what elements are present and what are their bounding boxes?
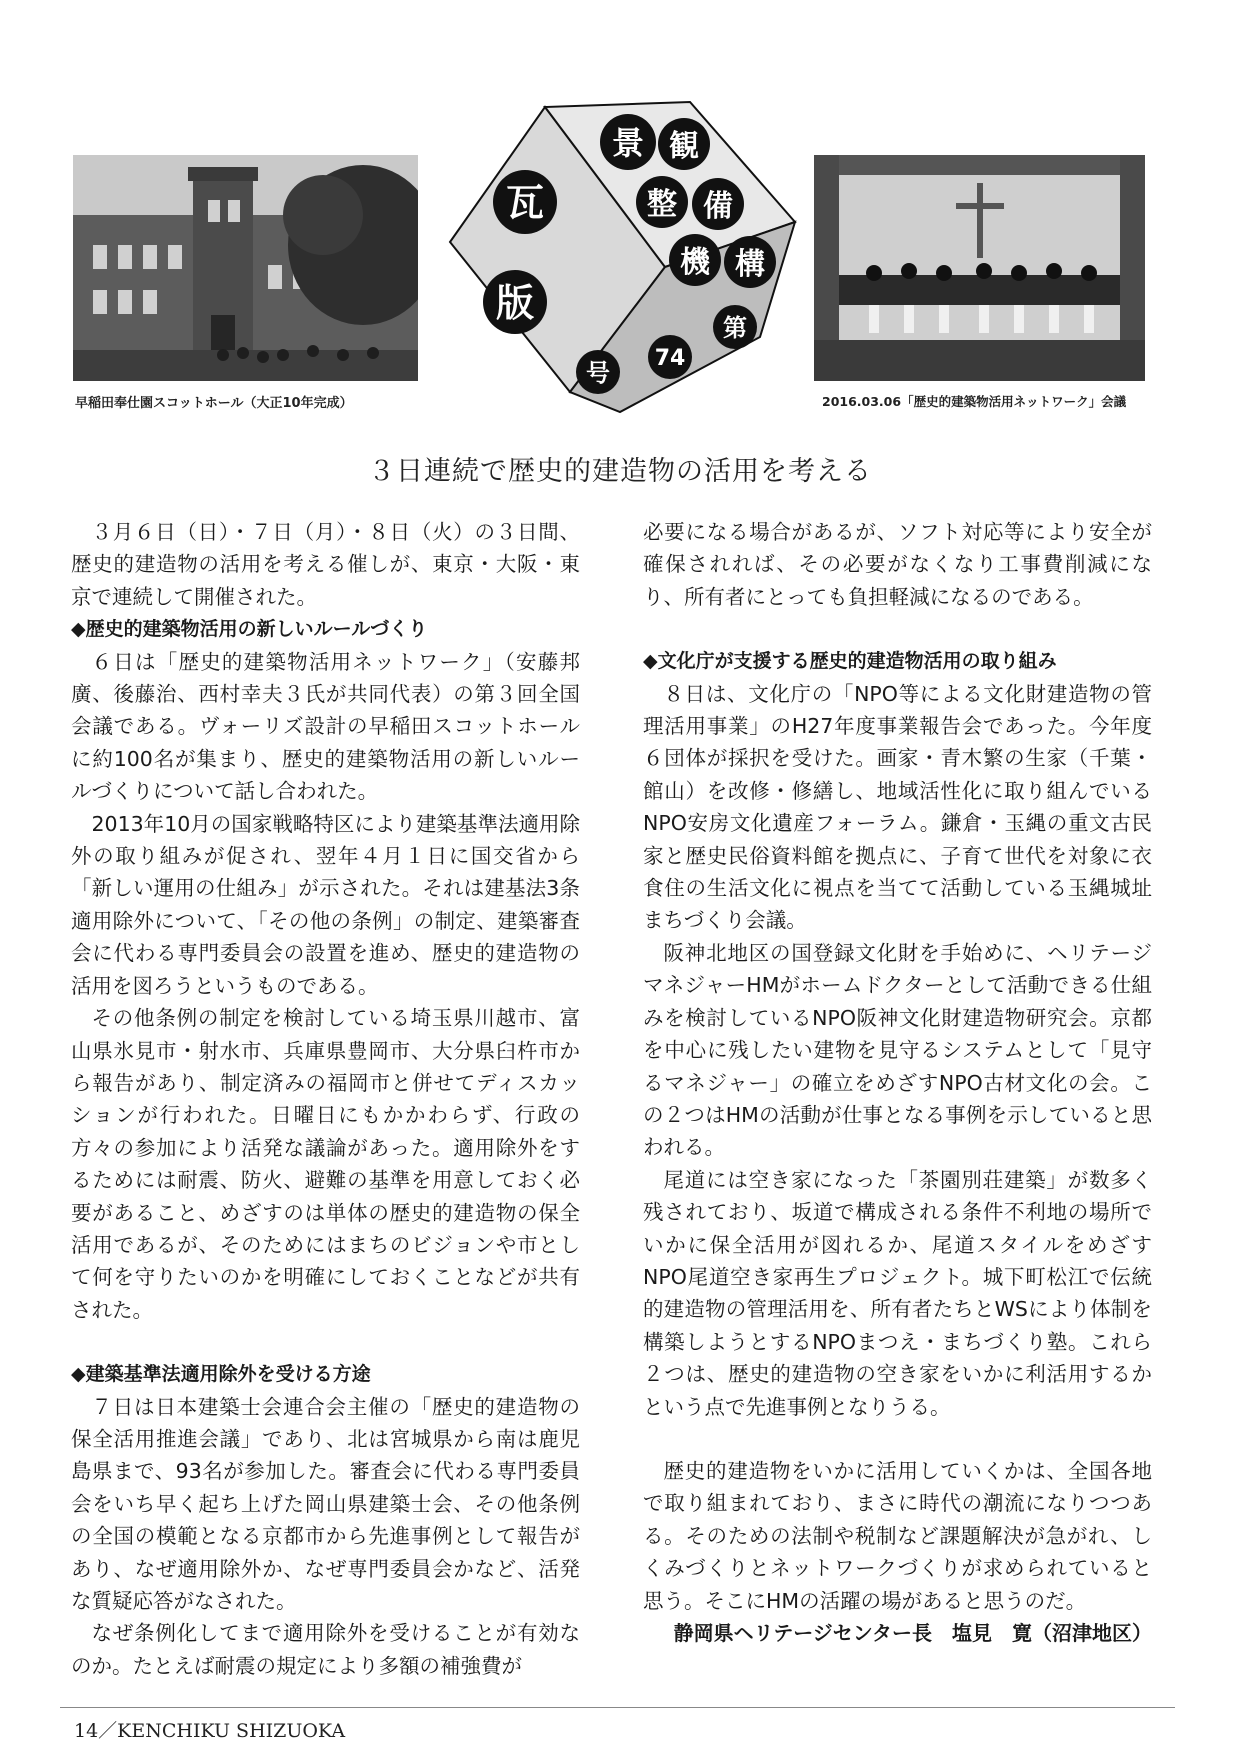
- page-footer: 14／KENCHIKU SHIZUOKA: [74, 1720, 346, 1742]
- left-paragraph-2: ６日は「歴史的建築物活用ネットワーク」（安藤邦廣、後藤治、西村幸夫３氏が共同代表）の第３回全国会議である。ヴォーリズ設計の早稲田スコットホールに約100名が集まり、歴史的建築物活用の新しいルールづくりについて話し合われた。: [71, 649, 580, 804]
- left-paragraph-4: その他条例の制定を検討している埼玉県川越市、富山県氷見市・射水市、兵庫県豊岡市、大分県臼杵市から報告があり、制定済みの福岡市と併せてディスカッションが行われた。日曜日にもかかわらず、行政の方々の参加により活発な議論があった。適用除外をするためには耐震、防火、避難の基準を用意しておく必要があること、めざすのは単体の歴史的建造物の保全活用であるが、そのためにはまちのビジョンや市として何を守りたいのかを明確にしておくことなどが共有された。: [71, 1006, 580, 1322]
- left-paragraph-1: ３月６日（日）・７日（月）・８日（火）の３日間、歴史的建造物の活用を考える催しが、東京・大阪・東京で連続して開催された。: [71, 520, 580, 609]
- logo-char-dai: 第: [723, 314, 747, 342]
- article-headline: ３日連続で歴史的建造物の活用を考える: [368, 456, 872, 487]
- author-signature: 静岡県ヘリテージセンター長 塩見 寛（沼津地区）: [673, 1621, 1152, 1645]
- left-photo-caption: 早稲田奉仕園スコットホール（大正10年完成）: [75, 396, 353, 411]
- logo-char-kei: 景: [611, 124, 645, 162]
- logo-issue-number: 74: [654, 346, 686, 371]
- right-photo-caption: 2016.03.06「歴史的建築物活用ネットワーク」会議: [822, 394, 1127, 409]
- logo-char-kawara: 瓦: [505, 181, 545, 225]
- left-heading-2: ◆建築基準法適用除外を受ける方途: [71, 1363, 371, 1386]
- right-paragraph-1: 必要になる場合があるが、ソフト対応等により安全が確保されれば、その必要がなくなり工事費削減になり、所有者にとっても負担軽減になるのである。: [643, 520, 1152, 609]
- left-paragraph-3: 2013年10月の国家戦略特区により建築基準法適用除外の取り組みが促され、翌年４月１日に国交省から「新しい運用の仕組み」が示された。それは建基法3条適用除外について、「その他の条例」の制定、建築審査会に代わる専門委員会の設置を進め、歴史的建造物の活用を図ろうというものである。: [71, 811, 580, 998]
- left-heading-1: ◆歴史的建築物活用の新しいルールづくり: [71, 618, 428, 641]
- logo-char-bi: 備: [703, 189, 733, 224]
- logo-char-gou: 号: [586, 359, 610, 387]
- right-paragraph-4: 尾道には空き家になった「茶園別荘建築」が数多く残されており、坂道で構成される条件不利地の場所でいかに保全活用が図れるか、尾道スタイルをめざすNPO尾道空き家再生プロジェクト。城下町松江で伝統的建造物の管理活用を、所有者たちとWSにより体制を構築しようとするNPOまつえ・まちづくり塾。これら２つは、歴史的建造物の空き家をいかに利活用するかという点で先進事例となりうる。: [643, 1167, 1152, 1419]
- conference-photo: [814, 155, 1145, 381]
- kawaraban-logo: [420, 92, 810, 426]
- footer-divider: [60, 1707, 1175, 1708]
- left-paragraph-6: なぜ条例化してまで適用除外を受けることが有効なのか。たとえば耐震の規定により多額の補強費が: [71, 1621, 580, 1678]
- logo-char-ban: 版: [495, 281, 535, 325]
- logo-char-kan: 観: [669, 129, 699, 164]
- right-paragraph-2: ８日は、文化庁の「NPO等による文化財建造物の管理活用事業」のH27年度事業報告会であった。今年度６団体が採択を受けた。画家・青木繁の生家（千葉・館山）を改修・修繕し、地域活性化に取り組んでいるNPO安房文化遺産フォーラム。鎌倉・玉縄の重文古民家と歴史民俗資料館を拠点に、子育て世代を対象に衣食住の生活文化に視点を当てて活動している玉縄城址まちづくり会議。: [643, 681, 1152, 933]
- right-paragraph-3: 阪神北地区の国登録文化財を手始めに、ヘリテージマネジャーHMがホームドクターとして活動できる仕組みを検討しているNPO阪神文化財建造物研究会。京都を中心に残したい建物を見守るシステムとして「見守るマネジャー」の確立をめざすNPO古材文化の会。この２つはHMの活動が仕事となる事例を示していると思われる。: [643, 940, 1152, 1160]
- right-heading-1: ◆文化庁が支援する歴史的建造物活用の取り組み: [643, 650, 1057, 673]
- logo-char-kou: 構: [735, 247, 765, 282]
- logo-char-ki: 機: [680, 245, 710, 280]
- right-column: [643, 516, 1152, 1649]
- right-paragraph-5: 歴史的建造物をいかに活用していくかは、全国各地で取り組まれており、まさに時代の潮流になりつつある。そのための法制や税制など課題解決が急がれ、しくみづくりとネットワークづくりが求められていると思う。そこにHMの活躍の場があると思うのだ。: [643, 1458, 1152, 1613]
- logo-char-sei: 整: [647, 187, 677, 222]
- scott-hall-photo: [73, 155, 418, 381]
- left-column: [71, 516, 580, 1682]
- left-paragraph-5: ７日は日本建築士会連合会主催の「歴史的建造物の保全活用推進会議」であり、北は宮城県から南は鹿児島県まで、93名が参加した。審査会に代わる専門委員会をいち早く起ち上げた岡山県建築士会、その他条例の全国の模範となる京都市から先進事例として報告があり、なぜ適用除外か、なぜ専門委員会かなど、活発な質疑応答がなされた。: [71, 1394, 580, 1613]
